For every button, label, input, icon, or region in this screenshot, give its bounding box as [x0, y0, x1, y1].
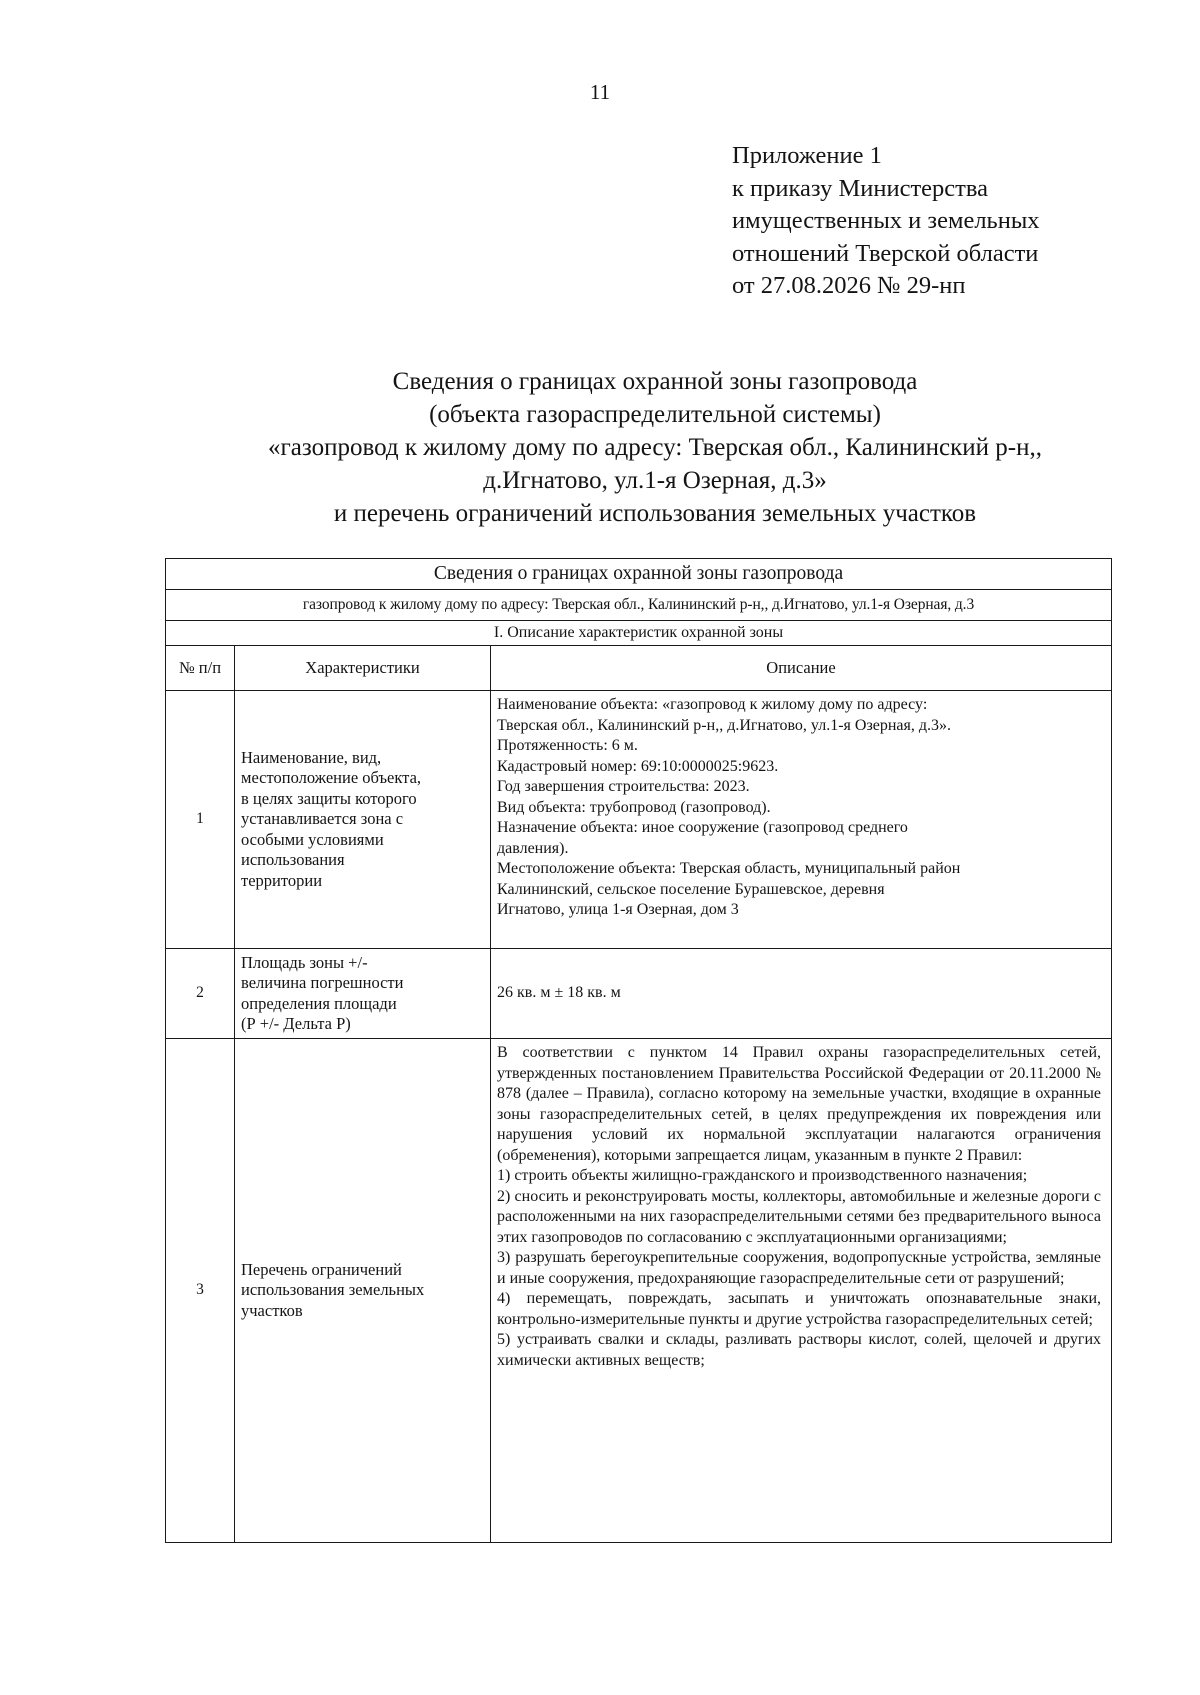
- description-paragraph: 3) разрушать берегоукрепительные сооружения, водопропускные устройства, земляные и иные сооружения, предохраняющие газораспределительные сети от разрушений;: [497, 1249, 1102, 1287]
- row-characteristic: [235, 691, 491, 949]
- appendix-line: имущественных и земельных: [732, 207, 1040, 234]
- zone-info-table: [165, 558, 1112, 1543]
- characteristic-line: использования: [241, 850, 345, 870]
- description-line: Наименование объекта: «газопровод к жилому дому по адресу:: [497, 696, 928, 713]
- row-characteristic: [235, 1039, 491, 1543]
- title-line: Сведения о границах охранной зоны газопровода: [392, 368, 918, 395]
- table-row: [166, 1039, 1112, 1543]
- row-description: 26 кв. м ± 18 кв. м: [491, 949, 1112, 1039]
- description-line: Назначение объекта: иное сооружение (газопровод среднего: [497, 819, 908, 836]
- description-paragraph: 1) строить объекты жилищно-гражданского и производственного назначения;: [497, 1167, 1028, 1184]
- characteristic-line: в целях защиты которого: [241, 788, 417, 808]
- table-row: [166, 691, 1112, 949]
- description-line: Игнатово, улица 1-я Озерная, дом 3: [497, 901, 739, 918]
- characteristic-line: местоположение объекта,: [241, 768, 422, 788]
- description-line: давления).: [497, 839, 569, 857]
- description-line: Протяженность: 6 м.: [497, 737, 638, 754]
- characteristic-line: устанавливается зона с: [241, 809, 404, 829]
- description-paragraph: В соответствии с пунктом 14 Правил охраны газораспределительных сетей, утвержденных постановлением Правительства Российской Федерации от 20.11.2000 № 878 (далее – Правила), согласно которому на земельные участки, входящие в охранные зоны газораспределительных сетей, в целях предупреждения их повреждения или нарушения условий их нормальной эксплуатации налагаются ограничения (обременения), которыми запрещается лицам, указанным в пункте 2 Правил:: [497, 1044, 1102, 1164]
- page-number: 11: [589, 80, 611, 104]
- table-row: [166, 949, 1112, 1039]
- characteristic-line: Наименование, вид,: [241, 747, 382, 767]
- characteristic-line: использования земельных: [241, 1280, 425, 1300]
- characteristic-line: участков: [241, 1300, 303, 1320]
- column-header-number: № п/п: [166, 646, 235, 691]
- appendix-line: от 27.08.2026 № 29-нп: [732, 272, 966, 299]
- table-header-main: Сведения о границах охранной зоны газопровода: [166, 559, 1112, 590]
- column-header-description: Описание: [491, 646, 1112, 691]
- characteristic-line: территории: [241, 870, 323, 890]
- appendix-line: отношений Тверской области: [732, 239, 1039, 267]
- characteristic-line: особыми условиями: [241, 829, 384, 849]
- row-description: [491, 691, 1112, 949]
- description-paragraph: 4) перемещать, повреждать, засыпать и уничтожать опознавательные знаки, контрольно-измерительные пункты и другие устройства газораспределительных сетей;: [497, 1290, 1102, 1328]
- section-title: I. Описание характеристик охранной зоны: [166, 621, 1112, 646]
- row-characteristic: [235, 949, 491, 1039]
- description-line: Калининский, сельское поселение Бурашевское, деревня: [497, 880, 885, 898]
- row-description: [491, 1039, 1112, 1543]
- title-line: д.Игнатово, ул.1-я Озерная, д.3»: [483, 467, 827, 494]
- row-number: 1: [166, 691, 235, 949]
- description-paragraph: 2) сносить и реконструировать мосты, коллекторы, автомобильные и железные дороги с расположенными на них газораспределительными сетями без предварительного выноса этих газопроводов по согласованию с эксплуатационными организациями;: [497, 1187, 1102, 1246]
- characteristic-line: определения площади: [241, 993, 397, 1013]
- description-line: Местоположение объекта: Тверская область, муниципальный район: [497, 860, 961, 877]
- characteristic-line: Перечень ограничений: [241, 1259, 402, 1279]
- description-line: Тверская обл., Калининский р-н,, д.Игнатово, ул.1-я Озерная, д.3».: [497, 716, 952, 734]
- title-line: (объекта газораспределительной системы): [429, 401, 881, 428]
- row-number: 3: [166, 1039, 235, 1543]
- column-header-characteristics: Характеристики: [235, 646, 491, 691]
- description-line: Кадастровый номер: 69:10:0000025:9623.: [497, 757, 779, 775]
- characteristic-line: Площадь зоны +/-: [241, 952, 368, 972]
- table-header-subtitle: газопровод к жилому дому по адресу: Тверская обл., Калининский р-н,, д.Игнатово, ул.1-я Озерная, д.3: [166, 590, 1112, 621]
- description-paragraph: 5) устраивать свалки и склады, разливать растворы кислот, солей, щелочей и других химически активных веществ;: [497, 1331, 1102, 1369]
- characteristic-line: величина погрешности: [241, 973, 404, 992]
- appendix-line: Приложение 1: [732, 142, 882, 169]
- appendix-line: к приказу Министерства: [732, 174, 988, 202]
- document-title: [150, 365, 1160, 530]
- description-line: Год завершения строительства: 2023.: [497, 778, 750, 795]
- characteristic-line: (Р +/- Дельта Р): [241, 1014, 351, 1033]
- row-number: 2: [166, 949, 235, 1039]
- description-line: Вид объекта: трубопровод (газопровод).: [497, 798, 771, 816]
- appendix-block: [732, 140, 1040, 303]
- title-line: «газопровод к жилому дому по адресу: Тверская обл., Калининский р-н,,: [268, 434, 1042, 461]
- title-line: и перечень ограничений использования земельных участков: [333, 500, 977, 527]
